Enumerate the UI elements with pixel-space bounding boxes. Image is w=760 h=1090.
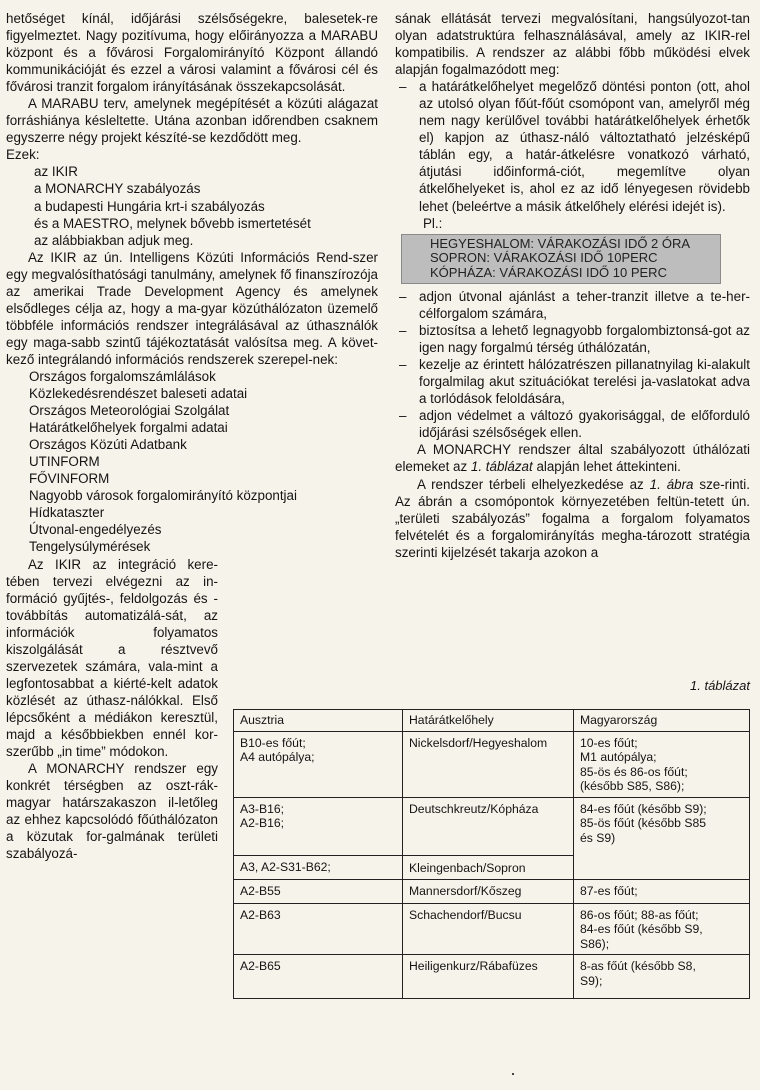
table-cell: Deutschkreutz/Kópháza bbox=[403, 797, 574, 855]
table-cell: Nickelsdorf/Hegyeshalom bbox=[403, 731, 574, 797]
dash-bullet: – bbox=[399, 289, 407, 304]
list-item: Országos Közúti Adatbank bbox=[29, 437, 187, 453]
table-cell: Schachendorf/Bucsu bbox=[403, 903, 574, 955]
table-cell: Heiligenkurz/Rábafüzes bbox=[403, 955, 574, 999]
dash-bullet: – bbox=[399, 408, 407, 424]
right-column bbox=[395, 10, 750, 561]
table-cell: Kleingenbach/Sopron bbox=[403, 855, 574, 879]
information-systems-list bbox=[6, 368, 378, 556]
page-speck bbox=[512, 1073, 514, 1075]
table-cell: A2-B63 bbox=[234, 903, 403, 955]
list-item: Országos forgalomszámlálások bbox=[29, 368, 216, 384]
table-cell: 86-os főút; 88-as főút; 84-es főút (később S9, S86); bbox=[574, 903, 750, 955]
list-item: FŐVINFORM bbox=[29, 471, 110, 487]
column-header: Magyarország bbox=[574, 710, 750, 732]
paragraph: A rendszer térbeli elhelyezkedése az 1. ábra sze-rinti. Az ábrán a csomópontok környezetében feltün-tetett ún. „területi szabályozás” fogalma a forgalom folyamatos felvételét és a forgalomirányítás megha-tározott stratégia szerinti kijelzését takarja azokon a bbox=[395, 476, 750, 560]
table-cell: 10-es főút; M1 autópálya; 85-ös és 86-os főút; (később S85, S86); bbox=[574, 731, 750, 797]
list-item: – a határátkelőhelyet megelőző döntési ponton (ott, ahol az utolsó olyan főút-főút csomópont van, amelyről még nem nagy kerülővel további határátkelőhelyek érhetők el) kapjon az úthasz-náló változtatható jelzésképű táblán egy, a határ-átkelésre vonatkozó várható, átjutási időinformá-ciót, megemlítve olyan átkelőhelyeket is, ahol ez az idő lényegesen rövidebb lehet (beleértve a másik átkelőhely elérési idejét is). bbox=[399, 79, 750, 214]
sign-line: SOPRON: VÁRAKOZÁSI IDŐ 10PERC bbox=[430, 250, 658, 266]
table-cell: A2-B65 bbox=[234, 955, 403, 999]
table-cell: A3-B16; A2-B16; bbox=[234, 797, 403, 855]
list-item: Országos Meteorológiai Szolgálat bbox=[29, 403, 230, 419]
table-cell: Mannersdorf/Kőszeg bbox=[403, 879, 574, 903]
example-label: Pl.: bbox=[423, 215, 443, 231]
list-item: Tengelysúlymérések bbox=[29, 539, 151, 555]
figure-reference: 1. ábra bbox=[649, 476, 694, 492]
variable-message-sign bbox=[401, 234, 721, 284]
projects-list bbox=[6, 163, 378, 248]
paragraph: A MONARCHY rendszer egy konkrét térségben az oszt-rák-magyar határszakaszon il-letőleg az ehhez kapcsolódó főúthálózaton a közutak for-galmának területi szabályozá- bbox=[6, 761, 218, 862]
table-row bbox=[234, 955, 750, 999]
list-item: – adjon védelmet a változó gyakorisággal, de előforduló időjárási szélsőségek ellen. bbox=[399, 408, 750, 441]
list-item: Közlekedésrendészet baleseti adatai bbox=[29, 386, 248, 402]
border-crossings-table bbox=[233, 709, 750, 999]
table-cell: 8-as főút (később S8, S9); bbox=[574, 955, 750, 999]
sign-line: KÓPHÁZA: VÁRAKOZÁSI IDŐ 10 PERC bbox=[430, 265, 667, 281]
paragraph: Az IKIR az integráció kere-tében tervezi elvégezni az in-formáció gyűjtés-, feldolgozás és -továbbítás automatizálá-sát, az információk folyamatos kiszolgálását a résztvevő szervezetek számára, vala-mint a legfontosabbat a kiérté-kelt adatok közlését az úthasz-nálókkal. Első lépcsőként a médiákon keresztül, majd a későbbiekben ennél kor-szerűbb „in time” módokon. bbox=[6, 556, 218, 760]
table-cell: A3, A2-S31-B62; bbox=[234, 855, 403, 879]
list-item: az IKIR bbox=[34, 164, 78, 180]
paragraph: sának ellátását tervezi megvalósítani, hangsúlyozot-tan olyan adatstruktúra felhasználásával, amely az IKIR-rel kompatibilis. A rendszer az alábbi főbb működési elvek alapján fogalmazódott meg: bbox=[395, 11, 750, 78]
table-row bbox=[234, 879, 750, 903]
table-cell: 87-es főút; bbox=[574, 879, 750, 903]
table-row bbox=[234, 797, 750, 855]
column-header: Határátkelőhely bbox=[403, 710, 574, 732]
list-item: Útvonal-engedélyezés bbox=[29, 522, 162, 538]
sign-line: HEGYESHALOM: VÁRAKOZÁSI IDŐ 2 ÓRA bbox=[430, 235, 691, 251]
table-reference: 1. táblázat bbox=[470, 459, 533, 475]
list-item: UTINFORM bbox=[29, 454, 100, 470]
paragraph: A MARABU terv, amelynek megépítését a közúti alágazat forráshiánya késleltette. Utána azonban időrendben csaknem egyszerre négy projekt készíté-se kezdődött meg. bbox=[6, 96, 378, 146]
dash-bullet: – bbox=[399, 323, 407, 339]
table-cell: A2-B55 bbox=[234, 879, 403, 903]
examples-heading: Ezek: bbox=[6, 147, 40, 163]
list-item: Hídkataszter bbox=[29, 505, 105, 521]
list-item: – adjon útvonal ajánlást a teher-tranzit illetve a te-her-célforgalom számára, bbox=[399, 289, 750, 322]
list-item: Határátkelőhelyek forgalmi adatai bbox=[29, 420, 228, 436]
list-item: – kezelje az érintett hálózatrészen pillanatnyilag ki-alakult forgalmilag akut szituációkat terelési ja-vaslatokat adva a torlódások feloldására, bbox=[399, 357, 750, 407]
dash-bullet: – bbox=[399, 79, 407, 95]
paragraph: Az IKIR az ún. Intelligens Közúti Információs Rend-szer egy megvalósíthatósági tanulmány, amelynek fő finanszírozója az amerikai Trade Development Agency és amelynek elsődleges célja az, hogy a ma-gyar közúthálózaton üzemelő többféle információs rendszer integrálásával az úthasználók egy maga-sabb szintű tájékoztatását valósítsa meg. A követ-kező integrálandó információs rendszerek szerepel-nek: bbox=[6, 249, 378, 367]
list-item: a budapesti Hungária krt-i szabályozás bbox=[34, 198, 265, 214]
list-item: az alábbiakban adjuk meg. bbox=[34, 232, 194, 248]
dash-bullet: – bbox=[399, 357, 407, 373]
table-row bbox=[234, 903, 750, 955]
list-item: a MONARCHY szabályozás bbox=[34, 181, 201, 197]
table-header-row bbox=[234, 710, 750, 732]
column-header: Ausztria bbox=[234, 710, 403, 732]
list-item: és a MAESTRO, melynek bővebb ismertetését bbox=[34, 215, 311, 231]
table-row bbox=[234, 731, 750, 797]
table-caption: 1. táblázat bbox=[690, 678, 750, 693]
list-item: – biztosítsa a lehető legnagyobb forgalombiztonsá-got az igen nagy forgalmú térség úthálózatán, bbox=[399, 323, 750, 356]
list-item: Nagyobb városok forgalomirányító központjai bbox=[29, 488, 297, 504]
principles-list bbox=[395, 78, 750, 214]
table-cell: B10-es főút; A4 autópálya; bbox=[234, 731, 403, 797]
paragraph: A MONARCHY rendszer által szabályozott úthálózati elemeket az 1. táblázat alapján lehet áttekinteni. bbox=[395, 442, 750, 475]
paragraph: hetőséget kínál, időjárási szélsőségekre, balesetek-re figyelmeztet. Nagy pozitívuma, hogy előirányozza a MARABU központ és a fővárosi Forgalomirányító Központ állandó kommunikációját és ezzel a városi valamint a fővárosi cél és fővárosi tranzit forgalom irányításának összekapcsolását. bbox=[6, 11, 378, 95]
table-cell: 84-es főút (később S9); 85-ös főút (később S85 és S9) bbox=[574, 797, 750, 879]
principles-list-continued bbox=[395, 288, 750, 441]
